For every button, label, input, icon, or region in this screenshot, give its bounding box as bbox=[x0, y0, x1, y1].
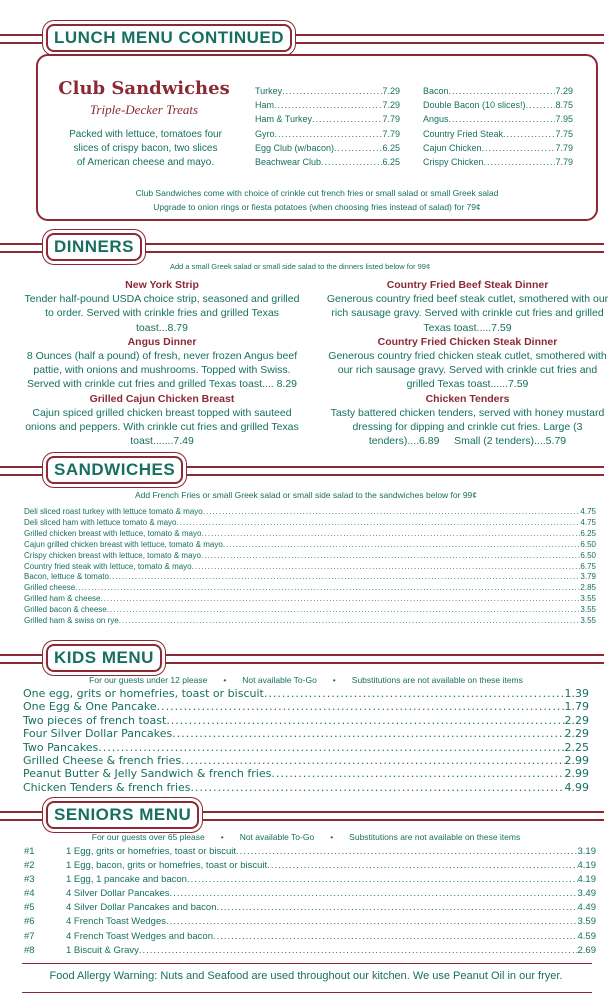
item-price: 3.19 bbox=[577, 846, 596, 857]
dot-leader bbox=[203, 507, 581, 518]
item-price: 2.99 bbox=[564, 754, 589, 768]
item-name: Crispy chicken breast with lettuce, tomato & mayo bbox=[24, 550, 201, 560]
item-number: #6 bbox=[24, 916, 35, 928]
dot-leader bbox=[236, 845, 577, 859]
item-name: Grilled ham & swiss on rye bbox=[24, 616, 119, 626]
item-price: 6.25 bbox=[580, 528, 596, 538]
item-name: Deli sliced ham with lettuce tomato & mayo bbox=[24, 517, 177, 527]
item-price: 7.29 bbox=[382, 86, 400, 96]
item-price: 1.79 bbox=[564, 700, 589, 714]
item-name: Grilled cheese bbox=[24, 583, 76, 593]
section-title: SENIORS MENU bbox=[46, 801, 199, 829]
dot-leader bbox=[223, 540, 581, 551]
club-list-left bbox=[255, 84, 400, 169]
dot-leader bbox=[484, 155, 556, 169]
menu-item bbox=[255, 98, 400, 112]
seniors-notes bbox=[0, 832, 612, 842]
dinner-name: New York Strip bbox=[125, 279, 199, 291]
dinner-description: Tender half-pound USDA choice strip, seasoned and grilled to order. Served with crinkle fries and grilled Texas toast...8.79 bbox=[24, 293, 303, 334]
item-name: Two Pancakes bbox=[23, 740, 99, 754]
menu-item bbox=[23, 741, 589, 754]
note-text: Not available To-Go bbox=[242, 675, 317, 685]
item-name: Country Fried Steak bbox=[423, 128, 504, 139]
item-price: 3.55 bbox=[580, 594, 596, 604]
allergy-warning: Food Allergy Warning: Nuts and Seafood are used throughout our kitchen. We use Peanut Oil in our fryer. bbox=[49, 970, 563, 982]
dot-leader bbox=[170, 887, 578, 901]
dot-leader bbox=[100, 594, 580, 605]
item-price: 6.50 bbox=[580, 550, 596, 560]
item-name: Crispy Chicken bbox=[423, 157, 484, 168]
item-name: 1 Egg, 1 pancake and bacon bbox=[66, 874, 187, 886]
dot-leader bbox=[267, 859, 577, 873]
item-price: 6.25 bbox=[382, 142, 400, 153]
item-name: 4 Silver Dollar Pancakes and bacon bbox=[66, 902, 217, 914]
menu-item bbox=[24, 944, 596, 958]
item-name: Turkey bbox=[255, 86, 283, 96]
menu-item bbox=[23, 727, 589, 740]
menu-item bbox=[423, 84, 573, 98]
item-price: 7.29 bbox=[382, 100, 400, 111]
menu-item bbox=[24, 859, 596, 873]
dot-leader bbox=[119, 616, 581, 627]
dot-leader bbox=[217, 901, 578, 915]
item-price: 4.99 bbox=[564, 780, 589, 794]
item-price: 2.69 bbox=[577, 944, 596, 956]
sandwiches-note: Add French Fries or small Greek salad or small side salad to the sandwiches below for 99¢ bbox=[134, 490, 478, 500]
dot-leader bbox=[157, 700, 565, 713]
note-text: • bbox=[332, 675, 336, 685]
item-name: Country fried steak with lettuce, tomato & mayo bbox=[24, 561, 192, 571]
item-name: 1 Egg, bacon, grits or homefries, toast or biscuit bbox=[66, 860, 268, 872]
item-number: #4 bbox=[24, 888, 35, 900]
item-name: One egg, grits or homefries, toast or biscuit bbox=[23, 687, 264, 700]
dot-leader bbox=[482, 141, 556, 155]
note-text: • bbox=[223, 675, 227, 685]
item-number: #2 bbox=[24, 860, 35, 872]
dinner-name: Chicken Tenders bbox=[425, 392, 510, 405]
item-name: Gyro bbox=[255, 128, 275, 139]
menu-item bbox=[255, 141, 400, 155]
dinner-description: 8 Ounces (half a pound) of fresh, never frozen Angus beef pattie, with onions and mushrooms. Topped with Swiss. Served with crinkle cut fries and grilled Texas toast.... 8.29 bbox=[26, 350, 301, 391]
item-price: 3.79 bbox=[580, 572, 596, 582]
dot-leader bbox=[177, 518, 581, 529]
item-price: 2.29 bbox=[564, 727, 589, 741]
item-price: 7.75 bbox=[555, 128, 573, 139]
item-price: 2.99 bbox=[564, 767, 589, 781]
menu-item bbox=[24, 529, 596, 540]
item-name: Beachwear Club bbox=[255, 157, 322, 168]
item-price: 6.75 bbox=[580, 561, 596, 571]
menu-item bbox=[23, 700, 589, 713]
club-note-sides: Club Sandwiches come with choice of crinkle cut french fries or small salad or small Greek salad bbox=[135, 188, 499, 198]
dot-leader bbox=[274, 98, 382, 112]
dot-leader bbox=[213, 930, 578, 944]
dot-leader bbox=[449, 112, 556, 126]
dot-leader bbox=[75, 583, 580, 594]
club-note-upgrade: Upgrade to onion rings or fiesta potatoes (when choosing fries instead of salad) for 79¢ bbox=[153, 202, 481, 212]
menu-item bbox=[24, 572, 596, 583]
menu-item bbox=[255, 112, 400, 126]
dot-leader bbox=[201, 529, 580, 540]
menu-item bbox=[24, 518, 596, 529]
item-name: Egg Club (w/bacon) bbox=[255, 142, 335, 153]
item-price: 1.39 bbox=[564, 687, 589, 700]
note-text: • bbox=[330, 832, 334, 842]
item-name: One Egg & One Pancake bbox=[23, 700, 157, 714]
dot-leader bbox=[187, 873, 578, 887]
item-name: Bacon, lettuce & tomato bbox=[24, 572, 109, 582]
dinner-description: Tasty battered chicken tenders, served with honey mustard dressing for dipping and crinkle cut fries. Large (3 tenders)....6.89 Small (2 tenders)....5.79 bbox=[330, 406, 608, 448]
dot-leader bbox=[191, 781, 565, 794]
item-name: 4 French Toast Wedges and bacon bbox=[66, 930, 213, 942]
dot-leader bbox=[107, 605, 581, 616]
item-price: 7.29 bbox=[555, 86, 573, 96]
item-price: 2.25 bbox=[564, 740, 589, 754]
item-price: 6.25 bbox=[382, 157, 400, 168]
menu-item bbox=[23, 714, 589, 727]
item-name: 1 Egg, grits or homefries, toast or biscuit bbox=[66, 846, 237, 857]
item-price: 3.55 bbox=[580, 616, 596, 626]
seniors-header bbox=[0, 801, 612, 831]
dot-leader bbox=[98, 741, 564, 754]
item-name: Two pieces of french toast bbox=[23, 713, 167, 727]
dot-leader bbox=[192, 562, 581, 573]
menu-item bbox=[423, 141, 573, 155]
item-name: Ham & Turkey bbox=[255, 114, 313, 125]
dinner-name: Angus Dinner bbox=[127, 335, 197, 348]
divider bbox=[22, 963, 592, 964]
item-name: Cajun Chicken bbox=[423, 142, 482, 153]
item-number: #8 bbox=[24, 944, 35, 956]
dot-leader bbox=[172, 727, 564, 740]
item-price: 7.79 bbox=[555, 142, 573, 153]
dot-leader bbox=[181, 754, 564, 767]
menu-item bbox=[255, 84, 400, 98]
dot-leader bbox=[321, 155, 382, 169]
section-title: KIDS MENU bbox=[46, 644, 162, 672]
menu-item bbox=[24, 594, 596, 605]
item-price: 7.79 bbox=[382, 114, 400, 125]
dot-leader bbox=[312, 112, 382, 126]
item-price: 3.55 bbox=[580, 605, 596, 615]
club-sandwiches-box bbox=[36, 54, 598, 221]
item-price: 8.75 bbox=[555, 100, 573, 111]
item-number: #1 bbox=[24, 846, 35, 857]
item-price: 4.19 bbox=[577, 874, 596, 886]
item-price: 7.79 bbox=[555, 157, 573, 168]
item-name: Grilled Cheese & french fries bbox=[23, 754, 182, 768]
menu-item bbox=[423, 155, 573, 169]
menu-item bbox=[23, 754, 589, 767]
club-subtitle: Triple-Decker Treats bbox=[89, 102, 199, 117]
club-list-right bbox=[423, 84, 573, 169]
menu-item bbox=[24, 845, 596, 859]
note-text: • bbox=[220, 832, 224, 842]
item-price: 4.75 bbox=[580, 517, 596, 527]
item-name: 1 Biscuit & Gravy bbox=[66, 944, 139, 956]
item-name: Deli sliced roast turkey with lettuce tomato & mayo bbox=[24, 507, 203, 516]
item-price: 7.95 bbox=[555, 114, 573, 125]
item-name: Four Silver Dollar Pancakes bbox=[23, 727, 173, 741]
item-price: 2.29 bbox=[564, 713, 589, 727]
item-number: #5 bbox=[24, 902, 35, 914]
menu-item bbox=[23, 781, 589, 794]
menu-item bbox=[24, 551, 596, 562]
item-price: 4.49 bbox=[577, 902, 596, 914]
menu-item bbox=[24, 915, 596, 929]
item-price: 4.59 bbox=[577, 930, 596, 942]
item-name: 4 French Toast Wedges bbox=[66, 916, 166, 928]
menu-item bbox=[255, 127, 400, 141]
dinners-header bbox=[0, 233, 612, 263]
section-title: DINNERS bbox=[46, 233, 142, 261]
item-price: 6.50 bbox=[580, 539, 596, 549]
item-name: Angus bbox=[423, 114, 449, 125]
menu-item bbox=[24, 562, 596, 573]
menu-item bbox=[24, 873, 596, 887]
dinner-name: Country Fried Beef Steak Dinner bbox=[386, 279, 549, 291]
menu-item bbox=[255, 155, 400, 169]
dinner-description: Cajun spiced grilled chicken breast topped with sauteed onions and peppers. With crinkle cut fries and grilled Texas toast.......7.49 bbox=[25, 406, 302, 448]
item-number: #3 bbox=[24, 874, 35, 886]
item-price: 3.59 bbox=[577, 916, 596, 928]
club-description: Packed with lettuce, tomatoes four slices of crispy bacon, two slices of American cheese and mayo. bbox=[69, 129, 222, 168]
menu-item bbox=[423, 112, 573, 126]
dinner-name: Country Fried Chicken Steak Dinner bbox=[377, 335, 558, 348]
item-price: 3.49 bbox=[577, 888, 596, 900]
item-name: Double Bacon (10 slices!) bbox=[423, 100, 526, 111]
dot-leader bbox=[271, 767, 564, 780]
dot-leader bbox=[201, 551, 580, 562]
item-name: Grilled ham & cheese bbox=[24, 594, 101, 604]
dot-leader bbox=[526, 98, 556, 112]
menu-item bbox=[24, 887, 596, 901]
item-name: Chicken Tenders & french fries bbox=[23, 780, 191, 794]
menu-item bbox=[423, 98, 573, 112]
menu-item bbox=[24, 605, 596, 616]
item-name: 4 Silver Dollar Pancakes bbox=[66, 888, 170, 900]
sandwiches-header bbox=[0, 456, 612, 486]
dot-leader bbox=[503, 127, 555, 141]
dinner-description: Generous country fried beef steak cutlet, smothered with our rich sausage gravy. Served with crinkle cut fries and grilled Texas toast.....7.59 bbox=[326, 293, 612, 334]
dot-leader bbox=[334, 141, 382, 155]
dot-leader bbox=[166, 915, 578, 929]
menu-item bbox=[24, 616, 596, 627]
dot-leader bbox=[282, 84, 382, 98]
note-text: For our guests under 12 please bbox=[89, 675, 208, 685]
item-price: 7.79 bbox=[382, 128, 400, 139]
item-name: Ham bbox=[255, 100, 275, 111]
divider bbox=[22, 992, 592, 993]
seniors-list bbox=[24, 845, 596, 958]
kids-notes bbox=[0, 675, 612, 685]
dot-leader bbox=[275, 127, 383, 141]
dinners-note: Add a small Greek salad or small side salad to the dinners listed below for 99¢ bbox=[170, 262, 431, 271]
note-text: Not available To-Go bbox=[239, 832, 315, 842]
dot-leader bbox=[109, 572, 580, 583]
dinners-left-column bbox=[22, 278, 302, 448]
dot-leader bbox=[449, 84, 556, 98]
menu-item bbox=[423, 127, 573, 141]
kids-header bbox=[0, 644, 612, 674]
item-price: 4.19 bbox=[577, 860, 596, 872]
section-title: LUNCH MENU CONTINUED bbox=[46, 24, 292, 52]
sandwiches-list bbox=[24, 507, 596, 627]
dinner-name: Grilled Cajun Chicken Breast bbox=[89, 392, 235, 405]
menu-item bbox=[24, 540, 596, 551]
section-title: SANDWICHES bbox=[46, 456, 183, 484]
item-price: 4.75 bbox=[580, 507, 596, 516]
item-name: Bacon bbox=[423, 86, 449, 96]
menu-item bbox=[23, 687, 589, 700]
note-text: Substitutions are not available on these items bbox=[349, 832, 521, 842]
club-title: Club Sandwiches bbox=[58, 78, 230, 99]
lunch-header bbox=[0, 24, 612, 54]
item-name: Cajun grilled chicken breast with lettuce, tomato & mayo bbox=[24, 539, 223, 549]
menu-item bbox=[24, 507, 596, 518]
dinners-right-column bbox=[325, 278, 610, 448]
kids-list bbox=[23, 687, 589, 794]
menu-item bbox=[24, 583, 596, 594]
item-name: Grilled bacon & cheese bbox=[24, 605, 107, 615]
menu-item bbox=[24, 901, 596, 915]
dot-leader bbox=[139, 944, 578, 958]
note-text: Substitutions are not available on these items bbox=[351, 675, 523, 685]
dot-leader bbox=[166, 714, 564, 727]
menu-item bbox=[23, 767, 589, 780]
item-name: Grilled chicken breast with lettuce, tomato & mayo bbox=[24, 528, 202, 538]
menu-item bbox=[24, 930, 596, 944]
dinner-description: Generous country fried chicken steak cutlet, smothered with our rich sausage gravy. Served with crinkle cut fries and grilled Texas toast......7.59 bbox=[328, 350, 610, 391]
item-number: #7 bbox=[24, 930, 35, 942]
item-price: 2.85 bbox=[580, 583, 596, 593]
note-text: For our guests over 65 please bbox=[91, 832, 205, 842]
item-name: Peanut Butter & Jelly Sandwich & french fries bbox=[23, 767, 272, 781]
dot-leader bbox=[264, 687, 565, 700]
